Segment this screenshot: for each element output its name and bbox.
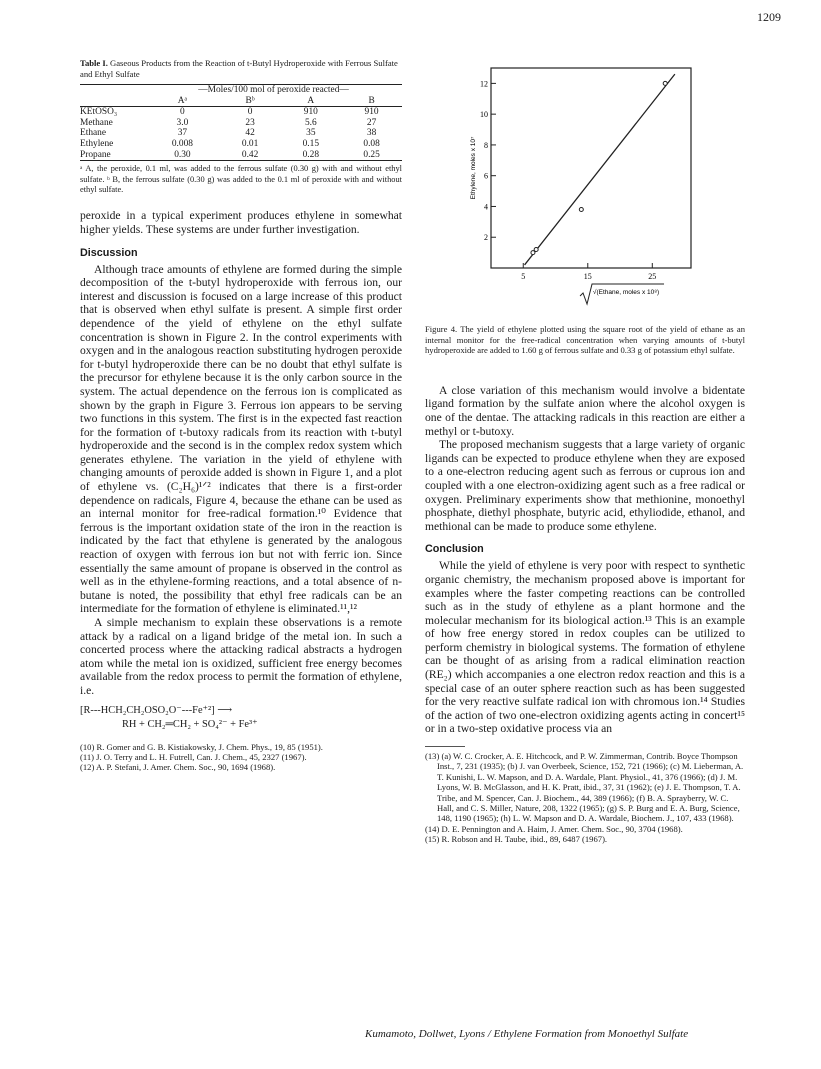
y-tick-label: 6	[484, 171, 488, 181]
table-cell: 38	[366, 128, 377, 139]
table-cell: 0.01	[241, 138, 259, 149]
figure-4	[425, 60, 745, 318]
footnotes-left	[80, 742, 402, 773]
table-col-header: Aᵃ	[177, 95, 188, 106]
paragraph-mechanism-1: A close variation of this mechanism would involve a bidentate ligand formation by the sulfate anion where the alcohol oxygen is one of the dentae. The attacking radicals in this reaction are either a methyl or t-butoxy.	[425, 383, 745, 438]
x-tick-label: 25	[648, 272, 657, 281]
x-tick-label: 5	[521, 272, 526, 281]
data-point	[579, 208, 583, 212]
page-number: 1209	[757, 10, 781, 24]
table-row	[80, 150, 402, 161]
table-caption-text: Gaseous Products from the Reaction of t-Butyl Hydroperoxide with Ferrous Sulfate and Ethyl Sulfate	[80, 58, 398, 79]
heading-discussion: Discussion	[80, 246, 138, 259]
table-row	[80, 139, 402, 150]
table-row-label: Ethane	[80, 128, 107, 139]
y-tick-label: 10	[480, 110, 488, 120]
y-tick-label: 4	[484, 202, 488, 212]
data-point	[534, 248, 538, 252]
table-cell: 910	[303, 107, 318, 118]
y-axis-label: Ethylene, moles x 10⁷	[470, 136, 477, 200]
table-row	[80, 118, 402, 129]
equation-line-2: RH + CH₂═CH₂ + SO₄²⁻ + Fe³⁺	[122, 718, 258, 730]
footnote: (15) R. Robson and H. Taube, ibid., 89, 6487 (1967).	[425, 834, 608, 845]
equation-line-1: [R---HCH₂CH₂OSO₂O⁻---Fe⁺²] ⟶	[80, 704, 233, 716]
table-col-header: Bᵇ	[245, 95, 255, 106]
table-cell: 0.30	[174, 149, 191, 160]
paragraph-discussion-2: A simple mechanism to explain these observations is a remote attack by a radical on a ligand bridge of the metal ion. In such a concerted process where the attacking radical abstracts a hydrogen atom while the metal ion is oxidized, sufficient free energy becomes available from the redox process to permit the formation of ethylene, i.e.	[80, 616, 402, 697]
mechanism-equation	[80, 704, 402, 732]
table-notes: ᵃ A, the peroxide, 0.1 ml, was added to the ferrous sulfate (0.30 g) with and without ethyl sulfate. ᵇ B, the ferrous sulfate (0.30 g) was added to the 0.1 ml of peroxide with and without ethyl sulfate.	[80, 164, 402, 194]
paragraph-intro: peroxide in a typical experiment produces ethylene in somewhat higher yields. These systems are under further investigation.	[80, 209, 402, 236]
footnote: (11) J. O. Terry and L. H. Futrell, Can. J. Chem., 45, 2327 (1967).	[80, 751, 307, 762]
y-tick-label: 2	[484, 233, 488, 243]
x-axis-label: √(Ethane, moles x 10⁸)	[592, 289, 660, 296]
footnotes-right	[425, 751, 745, 845]
table-group-header: —Moles/100 mol of peroxide reacted—	[198, 85, 349, 95]
table-cell: 0	[180, 107, 185, 118]
table-row-label: Propane	[80, 149, 111, 160]
heading-conclusion: Conclusion	[425, 543, 484, 556]
data-point	[663, 81, 667, 85]
table-cell: 37	[177, 128, 188, 139]
y-tick-label: 12	[480, 79, 488, 89]
table-cell: 0	[247, 107, 253, 118]
table-row-label: Ethylene	[80, 138, 114, 149]
footnote: (13) (a) W. C. Crocker, A. E. Hitchcock, and P. W. Zimmerman, Contrib. Boyce Thompson Inst., 7, 231 (1935); (b) J. van Overbeek, Science, 152, 721 (1966); (c) M. Lieberman, A. T. Kunishi, L. W. Mapson, and D. A. Wardale, Plant. Physiol., 41, 376 (1966); (d) J. M. Lyons, W. B. McGlasson, and H. K. Pratt, ibid., 37, 31 (1962); (e) J. E. Thompson, T. A. Tribe, and M. Spencer, Can. J. Biochem., 44, 389 (1966); (f) B. A. Sprayberry, W. C. Hall, and C. S. Miller, Nature, 208, 1322 (1965); (g) S. P. Burg and E. A. Burg, Science, 148, 1190 (1965); (h) L. W. Mapson and D. A. Wardale, Biochem. J., 107, 433 (1968).	[425, 751, 744, 824]
table-cell: 0.25	[363, 149, 380, 160]
fit-line	[525, 74, 675, 265]
table-row	[80, 107, 402, 118]
paragraph-mechanism-2: The proposed mechanism suggests that a large variety of organic ligands can be expected to produce ethylene when they are exposed to a one-electron reducing agent such as ferrous or cuprous ion and coupled with a one electron-oxidizing agent such as a free radical or oxygen. Preliminary experiments show that methionine, monoethyl phosphate, diethyl phosphate, butyric acid, ethyliodide, ethanol, and methional can be made to produce some ethylene.	[425, 438, 745, 533]
plot-frame	[491, 68, 691, 268]
table-cell: 0.08	[363, 138, 380, 149]
footnote: (14) D. E. Pennington and A. Haim, J. Amer. Chem. Soc., 90, 3704 (1968).	[425, 823, 683, 834]
footnote-divider	[425, 746, 465, 747]
products-table	[80, 84, 402, 161]
table-cell: 3.0	[176, 117, 189, 128]
table-col-header: A	[307, 95, 315, 106]
x-tick-label: 15	[583, 272, 592, 281]
table-cell: 0.28	[302, 149, 320, 160]
table-cell: 27	[366, 117, 377, 128]
left-column	[80, 58, 402, 773]
y-tick-label: 8	[484, 140, 488, 150]
table-cell: 23	[245, 117, 255, 128]
footnote: (12) A. P. Stefani, J. Amer. Chem. Soc., 90, 1694 (1968).	[80, 762, 276, 773]
table-cell: 35	[306, 128, 316, 139]
table-caption-label: Table I.	[80, 58, 108, 68]
table-cell: 5.6	[304, 117, 317, 128]
table-row	[80, 128, 402, 139]
paragraph-conclusion: While the yield of ethylene is very poor with respect to synthetic organic chemistry, the mechanism proposed above is important for examples where the faster competing reactions can be controlled such as in the study of ethylene as a plant hormone and the molecular mechanism for its biological action.¹³ This is an example of how free energy stored in redox couples can be utilized to perform chemistry in biological systems. The formation of ethylene can be thought of as arising from a radical elimination reaction (RE₂) which accompanies a one electron redox reaction and this is a special case of an outer sphere reaction such as has been suggested for the very reactive sulfate radical ion with chromous ion.¹⁴ Studies of the action of two one-electron oxidizing agents acting in concert¹⁵ or in a two-step oxidative process via an	[425, 559, 745, 736]
ethylene-vs-ethane-chart	[425, 60, 745, 318]
table-col-header: B	[368, 95, 375, 106]
footnote: (10) R. Gomer and G. B. Kistiakowsky, J. Chem. Phys., 19, 85 (1951).	[80, 741, 323, 752]
table-row-label: Methane	[80, 117, 113, 128]
paragraph-discussion-1: Although trace amounts of ethylene are formed during the simple decomposition of the t-butyl hydroperoxide with ferrous ion, our interest and discussion is focused on a large increase of this product that is observed when ethyl sulfate is present. A simple first order dependence of the yield of ethylene on the ethyl sulfate concentration is shown in Figure 2. In the control experiments with oxygen and in the analogous reaction substituting hydrogen peroxide for t-butyl hydroperoxide there can be no doubt that ethyl sulfate is the precursor for ethylene because it is the only carbon source in the system. The actual dependence on the ferrous ion is complicated as shown by the graph in Figure 3. Ferrous ion appears to be serving two functions in this system. The first is in the expected fast reaction for the formation of t-butoxy radicals from its reaction with t-butyl hydroperoxide and the second is in the complex redox system which generates ethylene. The variation in the yield of ethylene with changing amounts of peroxide added is shown in Figure 1, and a plot of ethylene vs. (C₂H₆)¹ᐟ² indicates that there is a first-order dependence on radicals, Figure 4, because the ethane can be used as an internal monitor for free-radical formation.¹⁰ Evidence that ferrous is the important oxidation state of the iron in the reaction is indicated by the fact that ethylene is generated by the analogous reaction of oxygen with ferrous ion but not with ferric ion. Since essentially the same amount of propane is observed in the control as well as in the ethylene-forming reactions, and a total absence of n-butane is noted, the possibility that ethyl free radicals can be an intermediate for the formation of ethylene is eliminated.¹¹,¹²	[80, 262, 402, 616]
table-cell: 0.42	[241, 149, 259, 160]
right-column	[425, 60, 745, 845]
table-cell: 910	[364, 107, 379, 118]
table-caption	[80, 58, 402, 80]
table-cell: 0.15	[302, 138, 320, 149]
table-cell: 0.008	[171, 138, 193, 149]
running-footer: Kumamoto, Dollwet, Lyons / Ethylene Formation from Monoethyl Sulfate	[365, 1028, 689, 1040]
table-row-label: KEtOSO₃	[80, 107, 118, 118]
figure-caption: Figure 4. The yield of ethylene plotted using the square root of the yield of ethane as an internal monitor for the free-radical concentration when varying amounts of t-butyl hydroperoxide are added to 1.60 g of ferrous sulfate and 0.33 g of potassium ethyl sulfate.	[425, 324, 745, 356]
table-cell: 42	[245, 128, 255, 139]
